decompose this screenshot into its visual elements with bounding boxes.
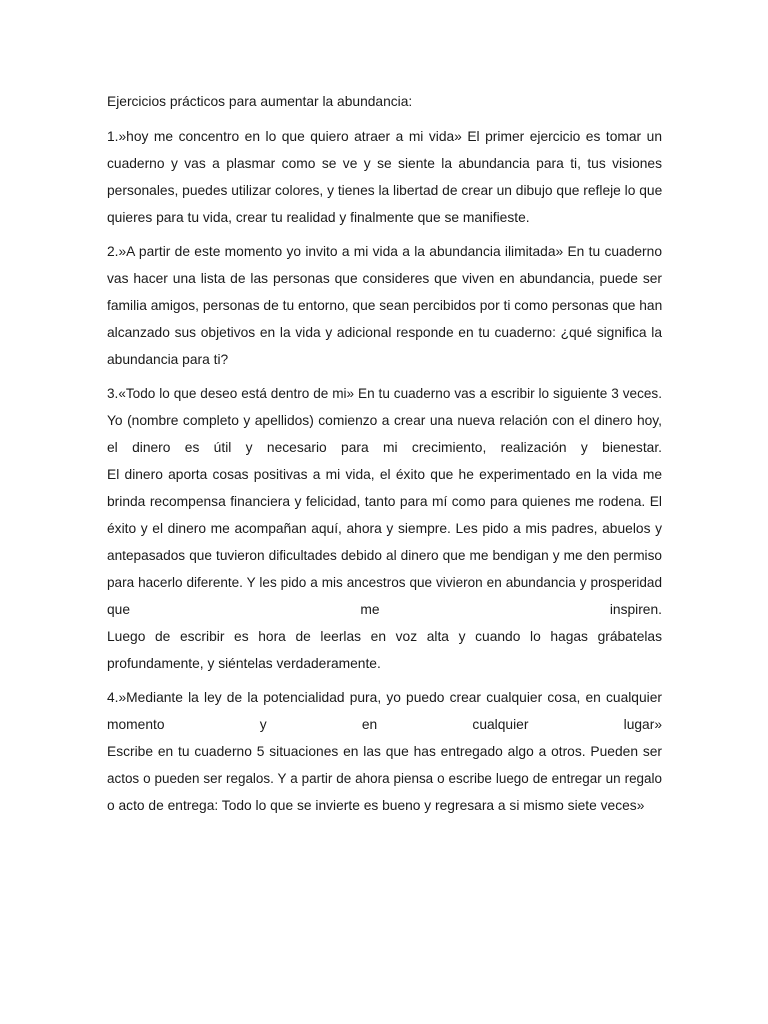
text-line: éxito y el dinero me acompañan aquí, ahora y siempre. Les pido a mis padres, abuelos y xyxy=(107,521,662,536)
paragraph-2 xyxy=(107,238,662,373)
text-line: abundancia para ti? xyxy=(107,352,229,367)
paragraph-3 xyxy=(107,380,662,677)
text-line: 3.«Todo lo que deseo está dentro de mi» En tu cuaderno vas a escribir lo siguiente 3 veces. xyxy=(107,386,662,401)
text-line: brinda recompensa financiera y felicidad, tanto para mí como para quienes me rodena. El xyxy=(107,494,662,509)
text-line: antepasados que tuvieron dificultades debido al dinero que me bendigan y me den permiso xyxy=(107,548,662,563)
text-line: profundamente, y siéntelas verdaderamente. xyxy=(107,656,381,671)
text-line: personales, puedes utilizar colores, y tienes la libertad de crear un dibujo que refleje lo que xyxy=(107,183,663,198)
text-line: Yo (nombre completo y apellidos) comienzo a crear una nueva relación con el dinero hoy, xyxy=(107,413,662,428)
text-line: vas hacer una lista de las personas que consideres que viven en abundancia, puede ser xyxy=(107,271,662,286)
text-line: para hacerlo diferente. Y les pido a mis ancestros que vivieron en abundancia y prosperidad xyxy=(107,575,662,590)
text-line: que me inspiren. xyxy=(107,602,662,617)
text-line: momento y en cualquier lugar» xyxy=(107,717,662,732)
text-line: familia amigos, personas de tu entorno, que sean percibidos por ti como personas que han xyxy=(107,298,663,313)
text-line: quieres para tu vida, crear tu realidad y finalmente que se manifieste. xyxy=(107,210,530,225)
text-line: el dinero es útil y necesario para mi crecimiento, realización y bienestar. xyxy=(107,440,662,455)
text-line: actos o pueden ser regalos. Y a partir de ahora piensa o escribe luego de entregar un regalo xyxy=(107,771,662,786)
text-line: Luego de escribir es hora de leerlas en voz alta y cuando lo hagas grábatelas xyxy=(107,629,662,644)
document-body xyxy=(107,123,662,819)
text-line: o acto de entrega: Todo lo que se invierte es bueno y regresara a si mismo siete veces» xyxy=(107,798,645,813)
text-line: 1.»hoy me concentro en lo que quiero atraer a mi vida» El primer ejercicio es tomar un xyxy=(107,129,662,144)
text-line: 4.»Mediante la ley de la potencialidad pura, yo puedo crear cualquier cosa, en cualquier xyxy=(107,690,662,705)
paragraph-1 xyxy=(107,123,662,231)
text-line: Escribe en tu cuaderno 5 situaciones en las que has entregado algo a otros. Pueden ser xyxy=(107,744,662,759)
text-line: 2.»A partir de este momento yo invito a mi vida a la abundancia ilimitada» En tu cuaderno xyxy=(107,244,662,259)
paragraph-4 xyxy=(107,684,662,819)
document-title: Ejercicios prácticos para aumentar la abundancia: xyxy=(107,94,413,109)
text-line: El dinero aporta cosas positivas a mi vida, el éxito que he experimentado en la vida me xyxy=(107,467,662,482)
document-page xyxy=(107,88,662,826)
text-line: cuaderno y vas a plasmar como se ve y se siente la abundancia para ti, tus visiones xyxy=(107,156,662,171)
text-line: alcanzado sus objetivos en la vida y adicional responde en tu cuaderno: ¿qué significa la xyxy=(107,325,662,340)
